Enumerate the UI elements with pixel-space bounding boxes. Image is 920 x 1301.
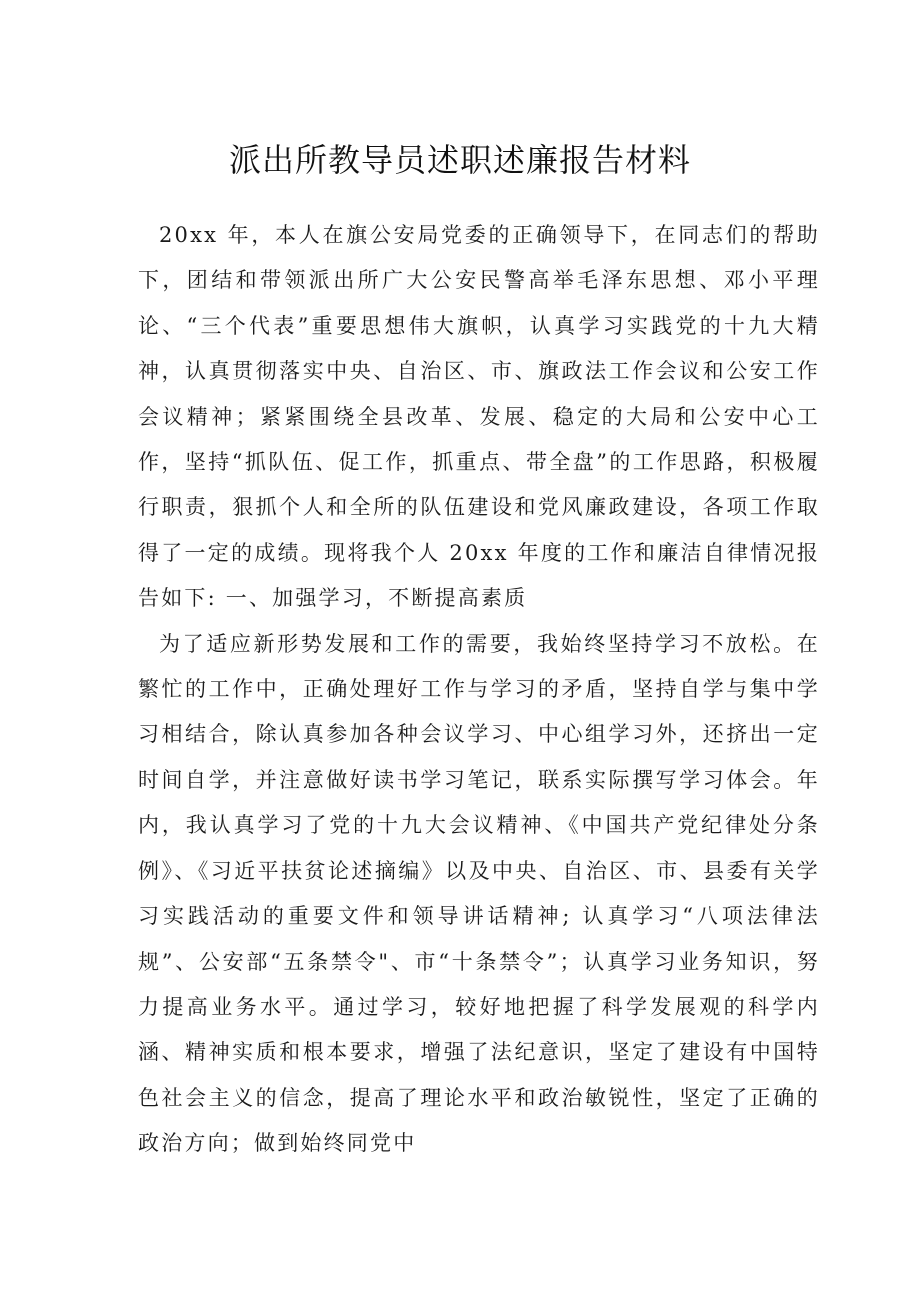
document-title: 派出所教导员述职述廉报告材料 <box>228 141 691 179</box>
paragraph-intro: 20xx 年，本人在旗公安局党委的正确领导下，在同志们的帮助下，团结和带领派出所广大公安民警高举毛泽东思想、邓小平理论、“三个代表”重要思想伟大旗帜，认真学习实践党的十九大精神，认真贯彻落实中央、自治区、市、旗政法工作会议和公安工作会议精神；紧紧围绕全县改革、发展、稳定的大局和公安中心工作，坚持“抓队伍、促工作，抓重点、带全盘”的工作思路，积极履行职责，狠抓个人和全所的队伍建设和党风廉政建设，各项工作取得了一定的成绩。现将我个人 20xx 年度的工作和廉洁自律情况报告如下: 一、加强学习，不断提高素质 <box>138 223 821 611</box>
paragraph-study: 为了适应新形势发展和工作的需要，我始终坚持学习不放松。在繁忙的工作中，正确处理好工作与学习的矛盾，坚持自学与集中学习相结合，除认真参加各种会议学习、中心组学习外，还挤出一定时间自学，并注意做好读书学习笔记，联系实际撰写学习体会。年内，我认真学习了党的十九大会议精神、《中国共产党纪律处分条例》、《习近平扶贫论述摘编》以及中央、自治区、市、县委有关学习实践活动的重要文件和领导讲话精神; 认真学习“八项法律法规”、公安部“五条禁令"、市“十条禁令”；认真学习业务知识，努力提高业务水平。通过学习，较好地把握了科学发展观的科学内涵、精神实质和根本要求，增强了法纪意识，坚定了建设有中国特色社会主义的信念，提高了理论水平和政治敏锐性，坚定了正确的政治方向；做到始终同党中 <box>138 631 820 1156</box>
document-body <box>138 213 820 1167</box>
